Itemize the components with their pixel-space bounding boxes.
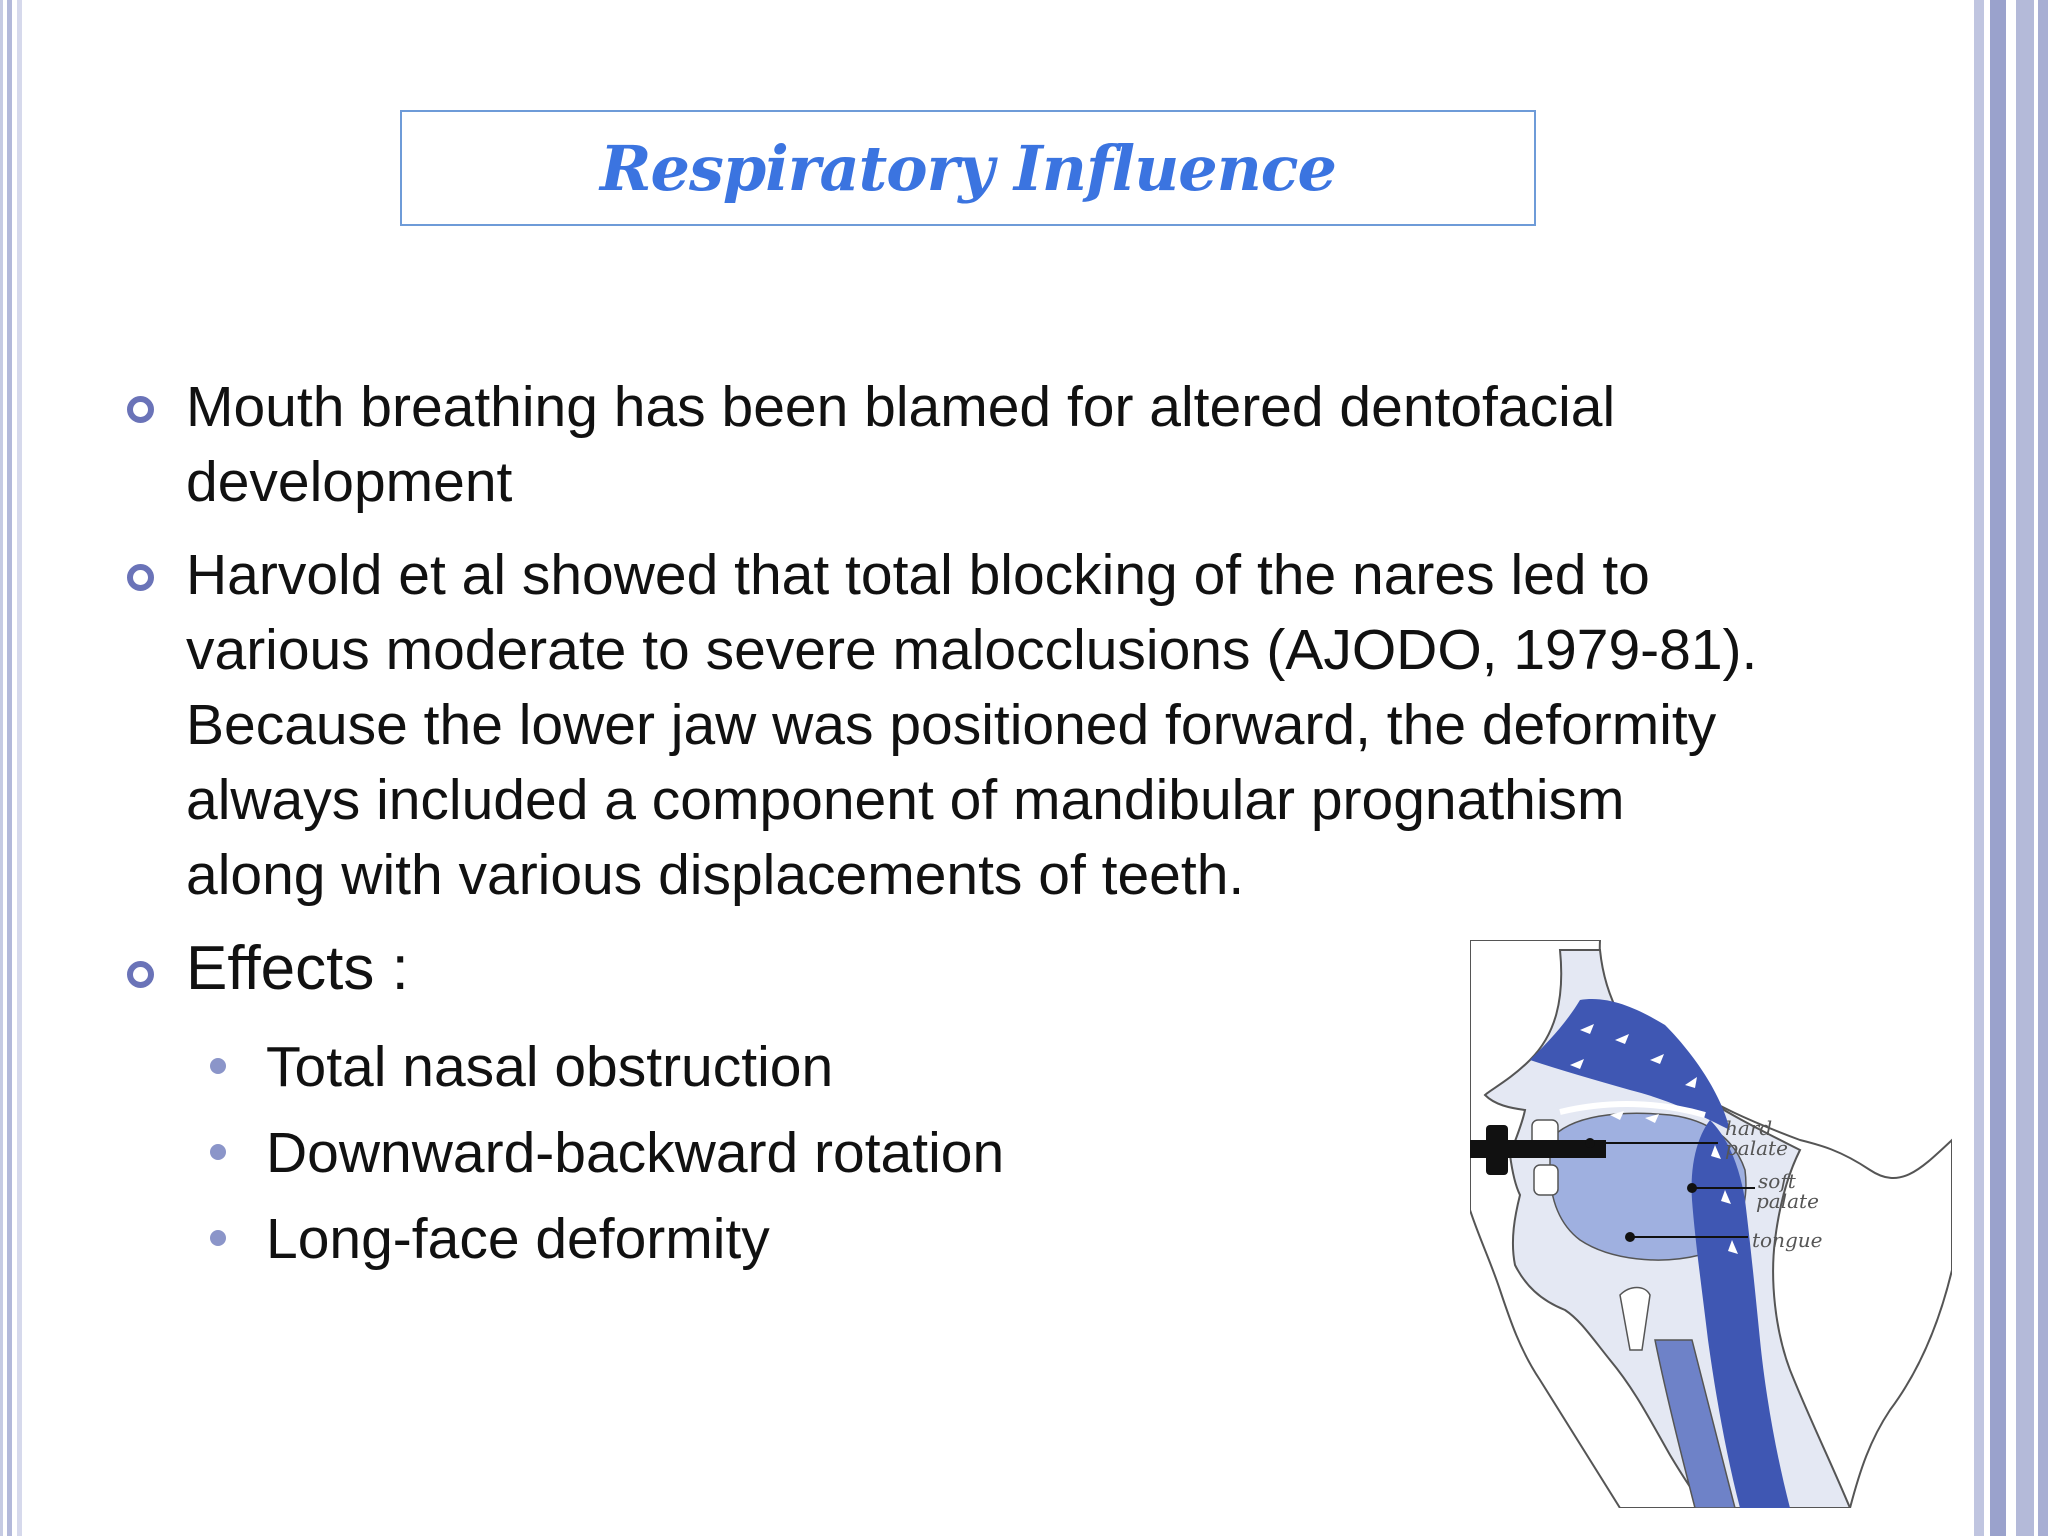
slide-title: Respiratory Influence xyxy=(600,131,1336,205)
bullet-item xyxy=(126,370,1766,520)
label-hard-1: hard xyxy=(1725,1116,1773,1140)
sub-bullet-text: Long-face deformity xyxy=(266,1207,770,1271)
dot-bullet-icon xyxy=(210,1230,226,1246)
bullet-text: Mouth breathing has been blamed for altered dentofacial development xyxy=(186,375,1616,514)
sub-bullet-text: Downward-backward rotation xyxy=(266,1121,1005,1185)
ring-bullet-icon xyxy=(127,564,154,591)
ring-bullet-icon xyxy=(127,396,154,423)
left-edge-decoration xyxy=(0,0,28,1536)
bullet-item xyxy=(126,538,1766,913)
title-box xyxy=(400,110,1536,226)
mouth-tube-flange xyxy=(1486,1125,1508,1175)
bullet-text: Effects : xyxy=(186,934,409,1003)
ring-bullet-icon xyxy=(127,961,154,988)
label-tongue: tongue xyxy=(1752,1228,1823,1252)
lower-teeth xyxy=(1534,1165,1558,1195)
right-edge-decoration xyxy=(1966,0,2048,1536)
dot-bullet-icon xyxy=(210,1058,226,1074)
label-soft-1: soft xyxy=(1758,1169,1796,1193)
sub-bullet-text: Total nasal obstruction xyxy=(266,1035,834,1099)
label-soft-2: palate xyxy=(1756,1189,1819,1213)
airway-cross-section-illustration xyxy=(1470,940,1952,1508)
hard-palate-point xyxy=(1585,1138,1595,1148)
dot-bullet-icon xyxy=(210,1144,226,1160)
soft-palate-point xyxy=(1687,1183,1697,1193)
bullet-text: Harvold et al showed that total blocking of the nares led to various moderate to severe malocclusions (AJODO, 1979-81). Because the lower jaw was positioned forward, the deformity always included a component of mandibular prognathism along with various displacements of teeth. xyxy=(186,543,1758,907)
label-hard-2: palate xyxy=(1725,1136,1788,1160)
tongue-point xyxy=(1625,1232,1635,1242)
